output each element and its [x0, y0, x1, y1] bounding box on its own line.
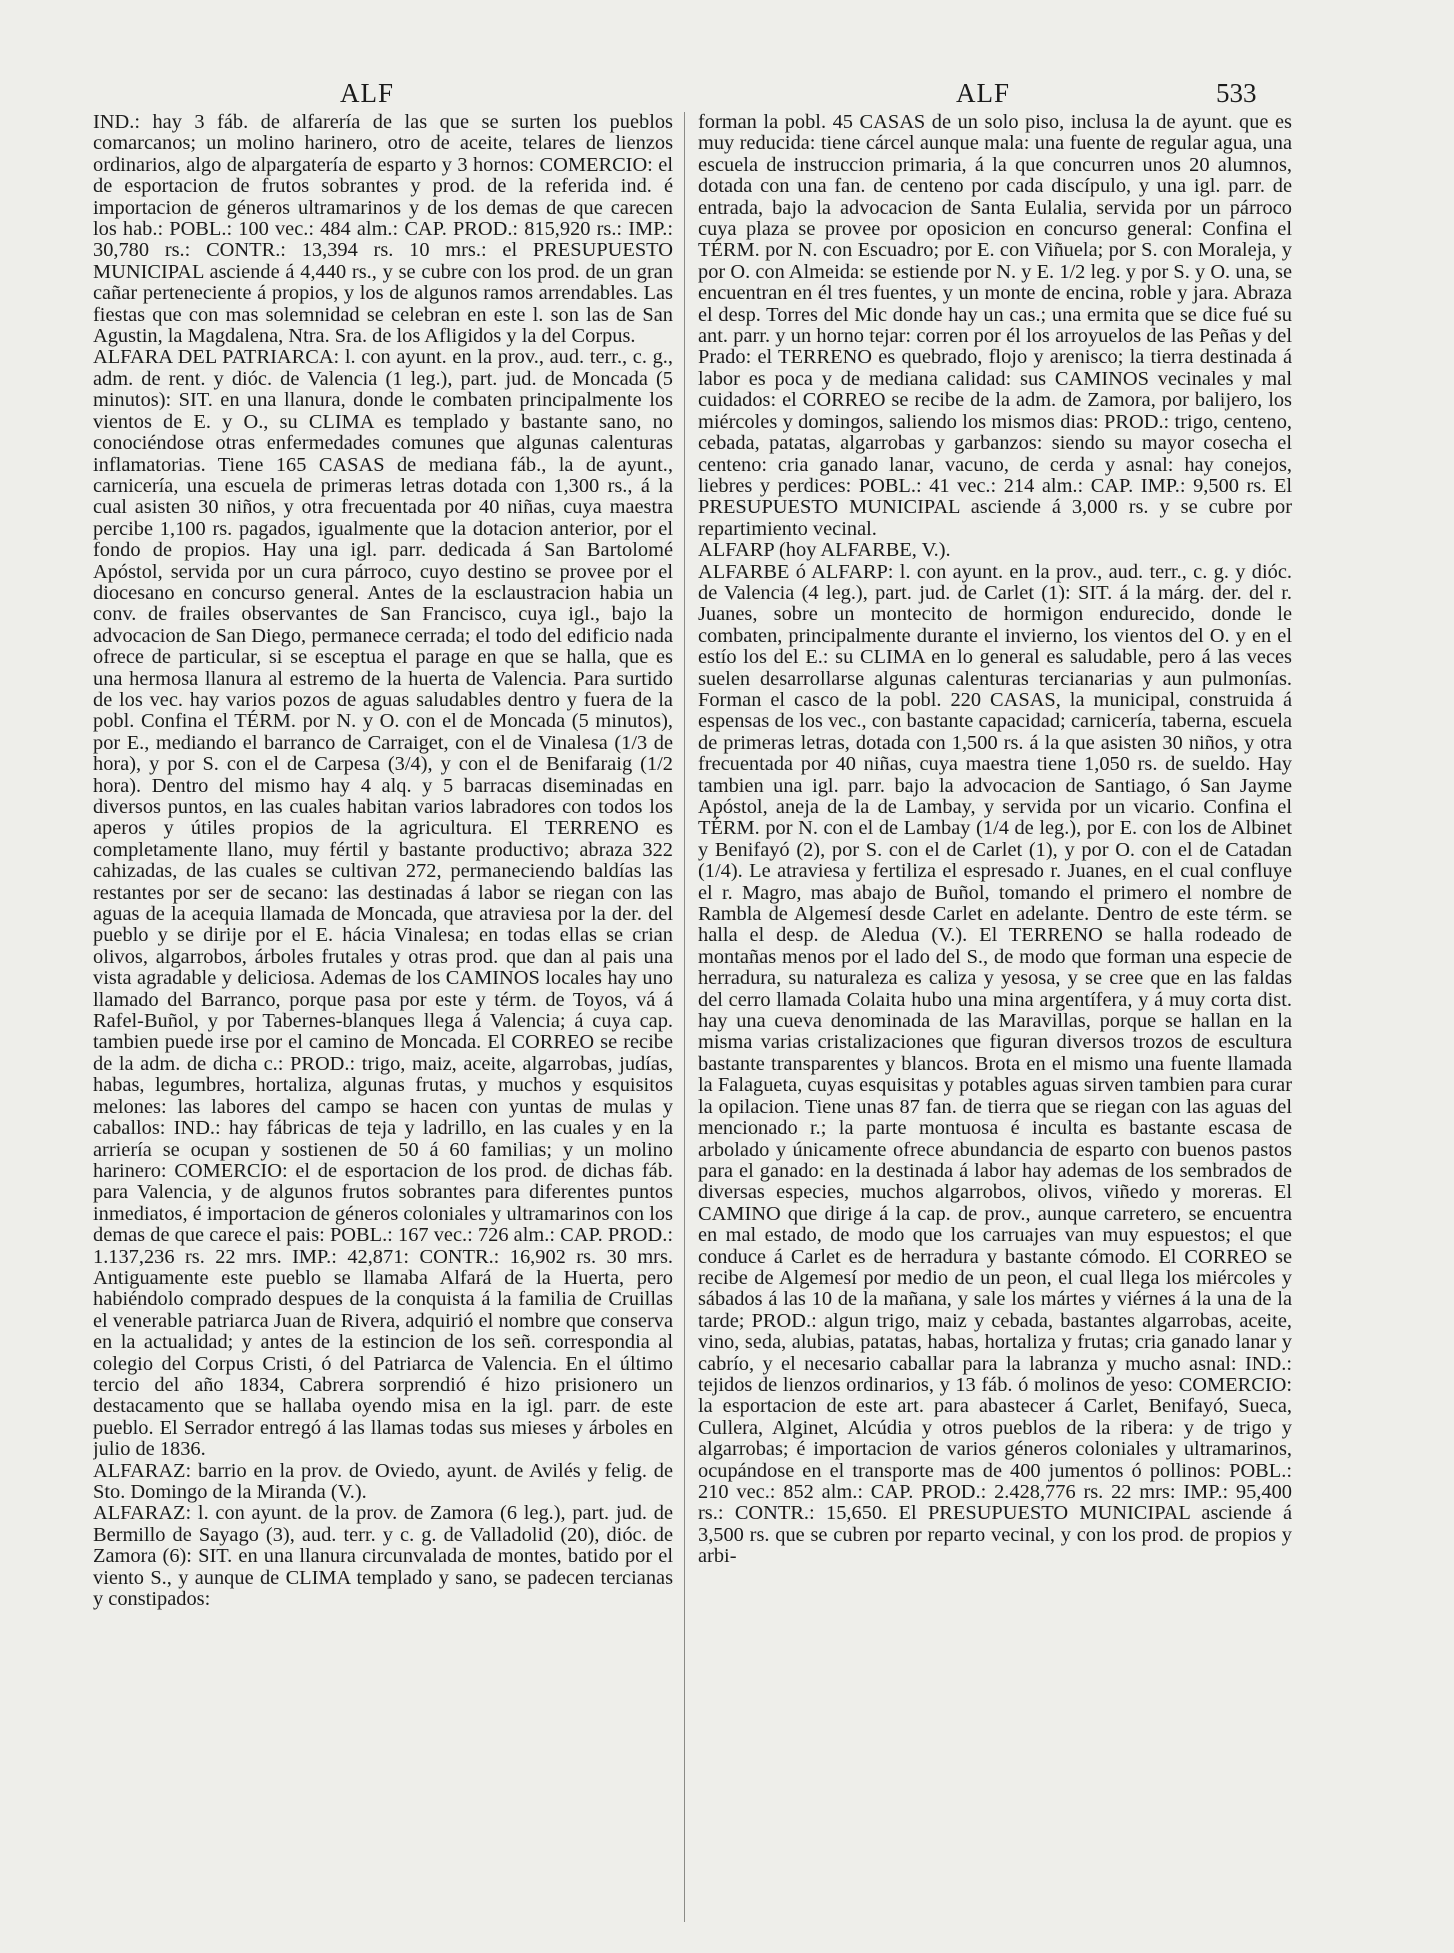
paragraph: ALFARBE ó ALFARP: l. con ayunt. en la prov., aud. terr., c. g. y dióc. de Valencia (4 leg.), part. jud. de Carlet (1): SIT. á la márg. der. del r. Juanes, sobre un montecito de hormigon endurecido, donde le combaten, principalmente durante el invierno, los vientos del O. y en el estío los del E.: su CLIMA en lo general es saludable, pero á las veces suelen desarrollarse algunas calenturas tercianarias y aun pulmonías. Forman el casco de la pobl. 220 CASAS, la municipal, construida á espensas de los vec., con bastante capacidad; carnicería, taberna, escuela de primeras letras, dotada con 1,500 rs. á la que asisten 30 niños, y otra frecuentada por 40 niñas, cuya maestra tiene 1,050 rs. de sueldo. Hay tambien una igl. parr. bajo la advocacion de Santiago, ó San Jayme Apóstol, aneja de la de Lambay, y servida por un vicario. Confina el TÉRM. por N. con el de Lambay (1/4 de leg.), por E. con los de Albinet y Benifayó (2), por S. con el de Carlet (1), y por O. con el de Catadan (1/4). Le atraviesa y fertiliza el espresado r. Juanes, en el cual confluye el r. Magro, mas abajo de Buñol, tomando el primero el nombre de Rambla de Algemesí desde Carlet en adelante. Dentro de este térm. se halla el desp. de Aledua (V.). El TERRENO se halla rodeado de montañas menos por el lado del S., de modo que forman una especie de herradura, su naturaleza es caliza y yesosa, y se cree que en las faldas del cerro llamada Colaita hubo una mina argentífera, y á muy corta dist. hay una cueva denominada de las Maravillas, porque se hallan en la misma varias cristalizaciones que figuran diversos trozos de escultura bastante transparentes y blancos. Brota en el mismo una fuente llamada la Falagueta, cuyas esquisitas y potables aguas sirven tambien para curar la opilacion. Tiene unas 87 fan. de tierra que se riegan con las aguas del mencionado r.; la parte montuosa é inculta es bastante escasa de arbolado y únicamente ofrece abundancia de esparto con buenos pastos para el ganado: en la destinada á labor hay ademas de los sembrados de diversas especies, muchos algarrobos, olivos, viñedo y moreras. El CAMINO que dirige á la cap. de prov., aunque carretero, se encuentra en mal estado, de modo que los carruajes van muy espuestos; el que conduce á Carlet es de herradura y bastante cómodo. El CORREO se recibe de Algemesí por medio de un peon, el cual llega los miércoles y sábados á las 10 de la mañana, y sale los mártes y viérnes á la una de la tarde; PROD.: algun trigo, maiz y cebada, bastantes algarrobas, aceite, vino, seda, alubias, patatas, habas, hortaliza y frutas; cria ganado lanar y cabrío, y el necesario caballar para la labranza y mucho asnal: IND.: tejidos de lienzos ordinarios, y 13 fáb. ó molinos de yeso: COMERCIO: la esportacion de este art. para abastecer á Carlet, Benifayó, Sueca, Cullera, Alginet, Alcúdia y otros pueblos de la ribera: y de trigo y algarrobas; é importacion de varios géneros coloniales y ultramarinos, ocupándose en el transporte mas de 400 jumentos ó pollinos: POBL.: 210 vec.: 852 alm.: CAP. PROD.: 2.428,776 rs. 22 mrs: IMP.: 95,400 rs.: CONTR.: 15,650. El PRESUPUESTO MUNICIPAL asciende á 3,500 rs. que se cubren por reparto vecinal, y con los prod. de propios y arbi- — [698, 560, 1292, 1568]
left-column — [93, 112, 673, 1924]
paragraph: forman la pobl. 45 CASAS de un solo piso, inclusa la de ayunt. que es muy reducida: tiene cárcel aunque mala: una fuente de regular agua, una escuela de instruccion primaria, á la que concurren unos 20 alumnos, dotada con una fan. de centeno por cada discípulo, y una igl. parr. de entrada, bajo la advocacion de Santa Eulalia, servida por un párroco cuya plaza se provee por oposicion en concurso general: Confina el TÉRM. por N. con Escuadro; por E. con Viñuela; por S. con Moraleja, y por O. con Almeida: se estiende por N. y E. 1/2 leg. y por S. y O. una, se encuentran en él tres fuentes, y un monte de encina, roble y jara. Abraza el desp. Torres del Mic donde hay un cas.; una ermita que se dice fué su ant. parr. y un horno tejar: corren por él los arroyuelos de las Peñas y del Prado: el TERRENO es quebrado, flojo y arenisco; la tierra destinada á labor es poca y de mediana calidad: sus CAMINOS vecinales y mal cuidados: el CORREO se recibe de la adm. de Zamora, por balijero, los miércoles y domingos, saliendo los mismos dias: PROD.: trigo, centeno, cebada, patatas, algarrobas y garbanzos: siendo su mayor cosecha el centeno: cria ganado lanar, vacuno, de cerda y asnal: hay conejos, liebres y perdices: POBL.: 41 vec.: 214 alm.: CAP. IMP.: 9,500 rs. El PRESUPUESTO MUNICIPAL asciende á 3,000 rs. y se cubre por repartimiento vecinal. — [698, 112, 1292, 540]
header-left-word: ALF — [340, 78, 395, 108]
running-header — [0, 78, 1454, 112]
paragraph: ALFARP (hoy ALFARBE, V.). — [698, 539, 951, 562]
paragraph: ALFARAZ: barrio en la prov. de Oviedo, ayunt. de Avilés y felig. de Sto. Domingo de la Miranda (V.). — [93, 1459, 673, 1503]
paragraph: ALFARAZ: l. con ayunt. de la prov. de Zamora (6 leg.), part. jud. de Bermillo de Sayago (3), aud. terr. y c. g. de Valladolid (20), dióc. de Zamora (6): SIT. en una llanura circunvalada de montes, batido por el viento S., y aunque de CLIMA templado y sano, se padecen tercianas y constipados: — [93, 1502, 673, 1611]
paragraph: IND.: hay 3 fáb. de alfarería de las que se surten los pueblos comarcanos; un molino harinero, otro de aceite, telares de lienzos ordinarios, algo de alpargatería de esparto y 3 hornos: COMERCIO: el de esportacion de frutos sobrantes y prod. de la referida ind. é importacion de géneros ultramarinos y de los demas de que carecen los hab.: POBL.: 100 vec.: 484 alm.: CAP. PROD.: 815,920 rs.: IMP.: 30,780 rs.: CONTR.: 13,394 rs. 10 mrs.: el PRESUPUESTO MUNICIPAL asciende á 4,440 rs., y se cubre con los prod. de un gran cañar perteneciente á propios, y los de algunos ramos arrendables. Las fiestas que con mas solemnidad se celebran en este l. son las de San Agustin, la Magdalena, Ntra. Sra. de los Afligidos y la del Corpus. — [93, 112, 673, 348]
paragraph: ALFARA DEL PATRIARCA: l. con ayunt. en la prov., aud. terr., c. g., adm. de rent. y dióc. de Valencia (1 leg.), part. jud. de Moncada (5 minutos): SIT. en una llanura, donde le combaten principalmente los vientos de E. y O., su CLIMA es templado y bastante sano, no conociéndose otras enfermedades comunes que algunas calenturas inflamatorias. Tiene 165 CASAS de mediana fáb., la de ayunt., carnicería, una escuela de primeras letras dotada con 1,300 rs., á la cual asisten 30 niños, y otra frecuentada por 40 niñas, cuya maestra percibe 1,100 rs. pagados, igualmente que la dotacion anterior, por el fondo de propios. Hay una igl. parr. dedicada á San Bartolomé Apóstol, servida por un cura párroco, cuyo destino se provee por el diocesano en concurso general. Antes de la esclaustracion habia un conv. de frailes observantes de San Francisco, cuya igl., bajo la advocacion de San Diego, permanece cerrada; el todo del edificio nada ofrece de particular, si se esceptua el parage en que se halla, que es una hermosa llanura al estremo de la huerta de Valencia. Para surtido de los vec. hay varios pozos de aguas saludables dentro y fuera de la pobl. Confina el TÉRM. por N. y O. con el de Moncada (5 minutos), por E., mediando el barranco de Carraiget, con el de Vinalesa (1/3 de hora), y por S. con el de Carpesa (3/4), y con el de Benifaraig (1/2 hora). Dentro del mismo hay 4 alq. y 5 barracas diseminadas en diversos puntos, en las cuales habitan varios labradores con todos los aperos y útiles propios de la agricultura. El TERRENO es completamente llano, muy fértil y bastante productivo; abraza 322 cahizadas, de las cuales se cultivan 272, permaneciendo baldías las restantes por ser de secano: las destinadas á labor se riegan con las aguas de la acequia llamada de Moncada, que atraviesa por la der. del pueblo y se dirije por el E. hácia Vinalesa; en todas ellas se crian olivos, algarrobos, árboles frutales y otras prod. que dan al pais una vista agradable y deliciosa. Ademas de los CAMINOS locales hay uno llamado del Barranco, porque pasa por este y térm. de Toyos, vá á Rafel-Buñol, y por Tabernes-blanques llega á Valencia; á cuya cap. tambien puede irse por el camino de Moncada. El CORREO se recibe de la adm. de dicha c.: PROD.: trigo, maiz, aceite, algarrobas, judías, habas, legumbres, hortaliza, algunas frutas, y muchos y esquisitos melones: las labores del campo se hacen con yuntas de mulas y caballos: IND.: hay fábricas de teja y ladrillo, en las cuales y en la arriería se ocupan y sostienen de 50 á 60 familias; y un molino harinero: COMERCIO: el de esportacion de los prod. de dichas fáb. para Valencia, y de algunos frutos sobrantes para diferentes puntos inmediatos, é importacion de géneros coloniales y ultramarinos con los demas de que carece el pais: POBL.: 167 vec.: 726 alm.: CAP. PROD.: 1.137,236 rs. 22 mrs. IMP.: 42,871: CONTR.: 16,902 rs. 30 mrs. Antiguamente este pueblo se llamaba Alfará de la Huerta, pero habiéndolo comprado despues de la conquista á la familia de Cruillas el venerable patriarca Juan de Rivera, adquirió el nombre que conserva en la actualidad; y antes de la estincion de los señ. correspondia al colegio del Corpus Cristi, ó del Patriarca de Valencia. En el último tercio del año 1834, Cabrera sorprendió é hizo prisionero un destacamento que se hallaba oyendo misa en la igl. parr. de este pueblo. El Serrador entregó á las llamas todas sus mieses y árboles en julio de 1836. — [93, 346, 673, 1461]
right-column — [698, 112, 1292, 1924]
header-right-word: ALF — [956, 78, 1011, 108]
column-divider — [684, 112, 685, 1922]
page-number: 533 — [1216, 78, 1257, 108]
